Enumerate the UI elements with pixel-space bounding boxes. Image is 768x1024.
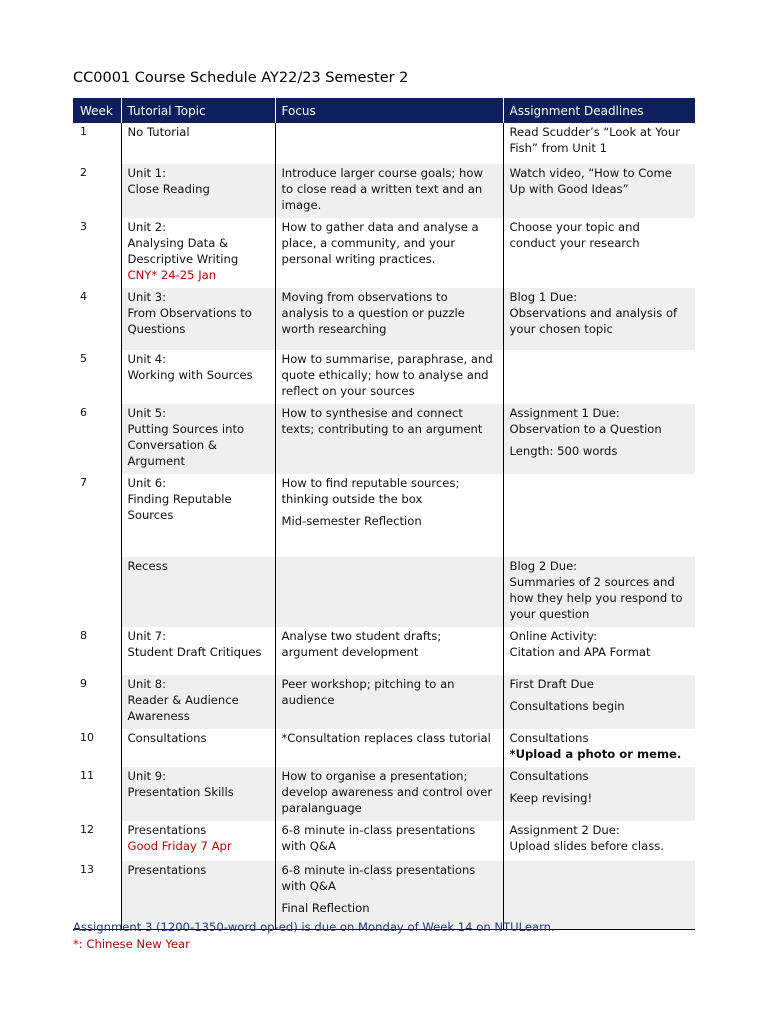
topic-line: Unit 6: — [127, 476, 167, 490]
focus-cell — [275, 404, 503, 474]
topic-line: Student Draft Critiques — [127, 645, 262, 659]
deadline-cell — [503, 627, 695, 675]
deadline-cell — [503, 288, 695, 350]
deadline-line: First Draft Due — [509, 677, 594, 691]
topic-cell — [121, 288, 275, 350]
table-row — [73, 350, 695, 404]
table-row — [73, 123, 695, 164]
deadline-extra: Consultations begin — [509, 699, 625, 713]
focus-line: Moving from observations to analysis to a question or puzzle worth researching — [281, 290, 465, 336]
deadline-cell — [503, 218, 695, 288]
focus-line: *Consultation replaces class tutorial — [281, 731, 491, 745]
deadline-extra: Keep revising! — [509, 791, 593, 805]
deadline-line: Consultations — [509, 731, 589, 745]
deadline-cell — [503, 675, 695, 729]
table-row — [73, 164, 695, 218]
week-cell: 2 — [80, 166, 87, 179]
topic-cell — [121, 218, 275, 288]
focus-line: How to organise a presentation; develop awareness and control over paralanguage — [281, 769, 493, 815]
table-header-row — [73, 98, 695, 123]
topic-line: Presentations — [127, 863, 207, 877]
deadline-line: Summaries of 2 sources and how they help you respond to your question — [509, 575, 683, 621]
focus-line: How to summarise, paraphrase, and quote ethically; how to analyse and reflect on your sources — [281, 352, 493, 398]
focus-cell — [275, 767, 503, 821]
deadline-cell — [503, 404, 695, 474]
focus-cell — [275, 218, 503, 288]
focus-cell — [275, 729, 503, 767]
column-header-deadlines: Assignment Deadlines — [503, 98, 695, 123]
deadline-line: Online Activity: — [509, 629, 598, 643]
focus-line: How to find reputable sources; thinking outside the box — [281, 476, 460, 506]
week-cell: 6 — [80, 406, 87, 419]
topic-line: Unit 5: — [127, 406, 167, 420]
deadline-cell — [503, 821, 695, 861]
focus-line: How to synthesise and connect texts; contributing to an argument — [281, 406, 483, 436]
table-row — [73, 675, 695, 729]
deadline-line: Blog 1 Due: — [509, 290, 578, 304]
topic-line: Unit 4: — [127, 352, 167, 366]
week-cell: 9 — [80, 677, 87, 690]
focus-cell — [275, 350, 503, 404]
focus-cell — [275, 821, 503, 861]
topic-line: Presentations — [127, 823, 207, 837]
topic-note: CNY* 24-25 Jan — [127, 268, 217, 282]
deadline-cell — [503, 474, 695, 557]
deadline-line: Observations and analysis of your chosen topic — [509, 306, 678, 336]
deadline-cell — [503, 861, 695, 929]
deadline-line: Consultations — [509, 769, 589, 783]
deadline-line: Observation to a Question — [509, 422, 662, 436]
week-cell: 10 — [80, 731, 94, 744]
topic-line: Working with Sources — [127, 368, 253, 382]
focus-cell — [275, 557, 503, 627]
topic-line: Unit 7: — [127, 629, 167, 643]
deadline-line: Blog 2 Due: — [509, 559, 578, 573]
column-header-topic: Tutorial Topic — [121, 98, 275, 123]
table-body — [73, 123, 695, 929]
focus-cell — [275, 627, 503, 675]
topic-line: Finding Reputable Sources — [127, 492, 232, 522]
course-schedule-table — [73, 98, 695, 930]
topic-line: Close Reading — [127, 182, 210, 196]
topic-cell — [121, 861, 275, 929]
topic-line: Unit 1: — [127, 166, 167, 180]
deadline-line: *Upload a photo or meme. — [509, 747, 682, 761]
table-row — [73, 404, 695, 474]
topic-line: Presentation Skills — [127, 785, 234, 799]
topic-line: Unit 8: — [127, 677, 167, 691]
topic-cell — [121, 627, 275, 675]
week-cell: 7 — [80, 476, 87, 489]
topic-line: Unit 3: — [127, 290, 167, 304]
deadline-line: Read Scudder’s “Look at Your Fish” from Unit 1 — [509, 125, 681, 155]
page-title: CC0001 Course Schedule AY22/23 Semester 2 — [73, 70, 409, 86]
week-cell: 12 — [80, 823, 94, 836]
week-cell: 13 — [73, 861, 121, 929]
topic-line: Consultations — [127, 731, 207, 745]
table-row — [73, 729, 695, 767]
topic-cell — [121, 821, 275, 861]
deadline-line: Choose your topic and conduct your research — [509, 220, 640, 250]
topic-note: Good Friday 7 Apr — [127, 839, 232, 853]
week-cell: 8 — [80, 629, 87, 642]
topic-cell — [121, 164, 275, 218]
topic-line: Unit 2: — [127, 220, 167, 234]
deadline-cell — [503, 123, 695, 164]
week-cell: 4 — [80, 290, 87, 303]
column-header-week: Week — [73, 98, 121, 123]
focus-cell — [275, 288, 503, 350]
topic-cell — [121, 767, 275, 821]
table-row — [73, 218, 695, 288]
table-row — [73, 557, 695, 627]
focus-cell — [275, 164, 503, 218]
topic-cell — [121, 557, 275, 627]
table-row — [73, 861, 695, 929]
assignment3-note: Assignment 3 (1200-1350-word op-ed) is due on Monday of Week 14 on NTULearn. — [73, 920, 555, 934]
column-header-focus: Focus — [275, 98, 503, 123]
focus-extra: Final Reflection — [281, 901, 370, 915]
topic-line: Reader & Audience Awareness — [127, 693, 239, 723]
deadline-line: Citation and APA Format — [509, 645, 651, 659]
topic-line: Unit 9: — [127, 769, 167, 783]
table-row — [73, 474, 695, 557]
deadline-cell — [503, 164, 695, 218]
focus-line: Introduce larger course goals; how to close read a written text and an image. — [281, 166, 483, 212]
topic-cell — [121, 675, 275, 729]
table-row — [73, 627, 695, 675]
week-cell: 5 — [80, 352, 87, 365]
topic-line: Recess — [127, 559, 168, 573]
week-cell: 1 — [80, 125, 87, 138]
deadline-line: Watch video, “How to Come Up with Good Ideas” — [509, 166, 672, 196]
topic-line: From Observations to Questions — [127, 306, 252, 336]
week-cell — [73, 557, 121, 627]
deadline-line: Upload slides before class. — [509, 839, 664, 853]
focus-cell — [275, 123, 503, 164]
deadline-line: Assignment 2 Due: — [509, 823, 620, 837]
table-row — [73, 288, 695, 350]
week-cell: 3 — [80, 220, 87, 233]
table-row — [73, 767, 695, 821]
focus-extra: Mid-semester Reflection — [281, 514, 422, 528]
topic-cell — [121, 729, 275, 767]
deadline-cell — [503, 350, 695, 404]
table-row — [73, 821, 695, 861]
topic-line: Analysing Data & Descriptive Writing — [127, 236, 239, 266]
deadline-cell — [503, 767, 695, 821]
topic-cell — [121, 350, 275, 404]
deadline-line: Assignment 1 Due: — [509, 406, 620, 420]
deadline-cell — [503, 557, 695, 627]
focus-cell — [275, 861, 503, 929]
focus-line: Peer workshop; pitching to an audience — [281, 677, 455, 707]
focus-line: Analyse two student drafts; argument development — [281, 629, 442, 659]
deadline-extra: Length: 500 words — [509, 444, 618, 458]
focus-cell — [275, 474, 503, 557]
topic-line: No Tutorial — [127, 125, 190, 139]
focus-line: 6-8 minute in-class presentations with Q&A — [281, 823, 476, 853]
deadline-cell — [503, 729, 695, 767]
topic-cell — [121, 474, 275, 557]
focus-cell — [275, 675, 503, 729]
topic-cell — [121, 404, 275, 474]
focus-line: 6-8 minute in-class presentations with Q&A — [281, 863, 476, 893]
week-cell: 11 — [80, 769, 94, 782]
focus-line: How to gather data and analyse a place, a community, and your personal writing practices. — [281, 220, 479, 266]
cny-footnote: *: Chinese New Year — [73, 937, 190, 951]
topic-cell — [121, 123, 275, 164]
topic-line: Putting Sources into Conversation & Argument — [127, 422, 245, 468]
